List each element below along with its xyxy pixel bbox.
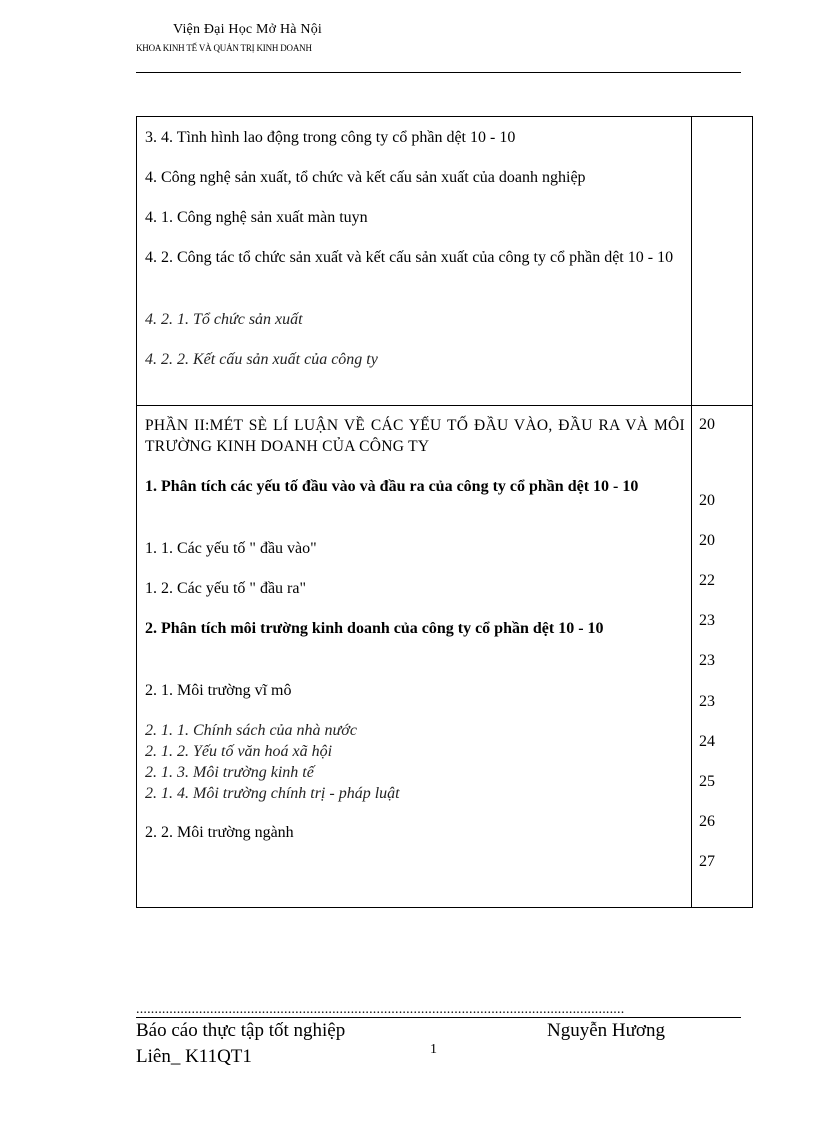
header-rule (136, 72, 741, 73)
toc-entry: 4. Công nghệ sản xuất, tổ chức và kết cấu sản xuất của doanh nghiệp (145, 169, 586, 186)
header-faculty: KHOA KINH TẾ VÀ QUẢN TRỊ KINH DOANH (136, 43, 312, 53)
footer-class-info: Liên_ K11QT1 (136, 1046, 252, 1067)
toc-page-number: 23 (699, 693, 715, 710)
footer-dots: .................................................................................................................................... (136, 1002, 625, 1017)
toc-entry: 2. 1. 1. Chính sách của nhà nước (145, 722, 357, 739)
footer-rule (136, 1017, 741, 1018)
toc-table (136, 116, 753, 908)
toc-entry: 2. 1. 2. Yếu tố văn hoá xã hội (145, 743, 333, 760)
toc-entry: 2. 2. Môi trường ngành (145, 824, 294, 841)
toc-page-number: 20 (699, 416, 715, 433)
toc-entry-bold: 1. Phân tích các yếu tố đầu vào và đầu ra của công ty cổ phần dệt 10 - 10 (145, 478, 639, 495)
toc-page-number: 26 (699, 813, 715, 830)
header-title: Viện Đại Học Mở Hà Nội (173, 22, 322, 37)
toc-entry: 2. 1. Môi trường vĩ mô (145, 682, 292, 699)
toc-column-divider (691, 117, 692, 907)
footer-report-title: Báo cáo thực tập tốt nghiệp (136, 1020, 346, 1041)
toc-page-number: 23 (699, 652, 715, 669)
toc-entry: 4. 2. Công tác tổ chức sản xuất và kết cấu sản xuất của công ty cổ phần dệt 10 - 10 (145, 249, 674, 266)
toc-entry: 1. 1. Các yếu tố " đầu vào" (145, 540, 317, 557)
toc-entry-bold: 2. Phân tích môi trường kinh doanh của công ty cổ phần dệt 10 - 10 (145, 620, 604, 637)
toc-page-number: 22 (699, 572, 715, 589)
toc-entry: 4. 2. 1. Tổ chức sản xuất (145, 311, 303, 328)
toc-entry: 2. 1. 3. Môi trường kinh tế (145, 764, 314, 781)
toc-page-number: 20 (699, 532, 715, 549)
toc-row-divider (137, 405, 752, 406)
toc-page-number: 20 (699, 492, 715, 509)
toc-entry: 2. 1. 4. Môi trường chính trị - pháp luật (145, 785, 400, 802)
toc-entry: 3. 4. Tình hình lao động trong công ty cổ phần dệt 10 - 10 (145, 129, 516, 146)
footer-author: Nguyễn Hương (547, 1020, 665, 1041)
toc-page-number: 25 (699, 773, 715, 790)
toc-part-heading: PHẦN II:MÉT SÈ LÍ LUẬN VỀ CÁC YẾU TỐ ĐẦU VÀO, ĐẦU RA VÀ MÔI TRƯỜNG KINH DOANH CỦA CÔNG TY (145, 417, 685, 455)
toc-page-number: 27 (699, 853, 715, 870)
toc-page-number: 23 (699, 612, 715, 629)
toc-entry: 1. 2. Các yếu tố " đầu ra" (145, 580, 307, 597)
page-number: 1 (430, 1042, 437, 1057)
toc-page-number: 24 (699, 733, 715, 750)
toc-entry: 4. 1. Công nghệ sản xuất màn tuyn (145, 209, 368, 226)
toc-entry: 4. 2. 2. Kết cấu sản xuất của công ty (145, 351, 378, 368)
